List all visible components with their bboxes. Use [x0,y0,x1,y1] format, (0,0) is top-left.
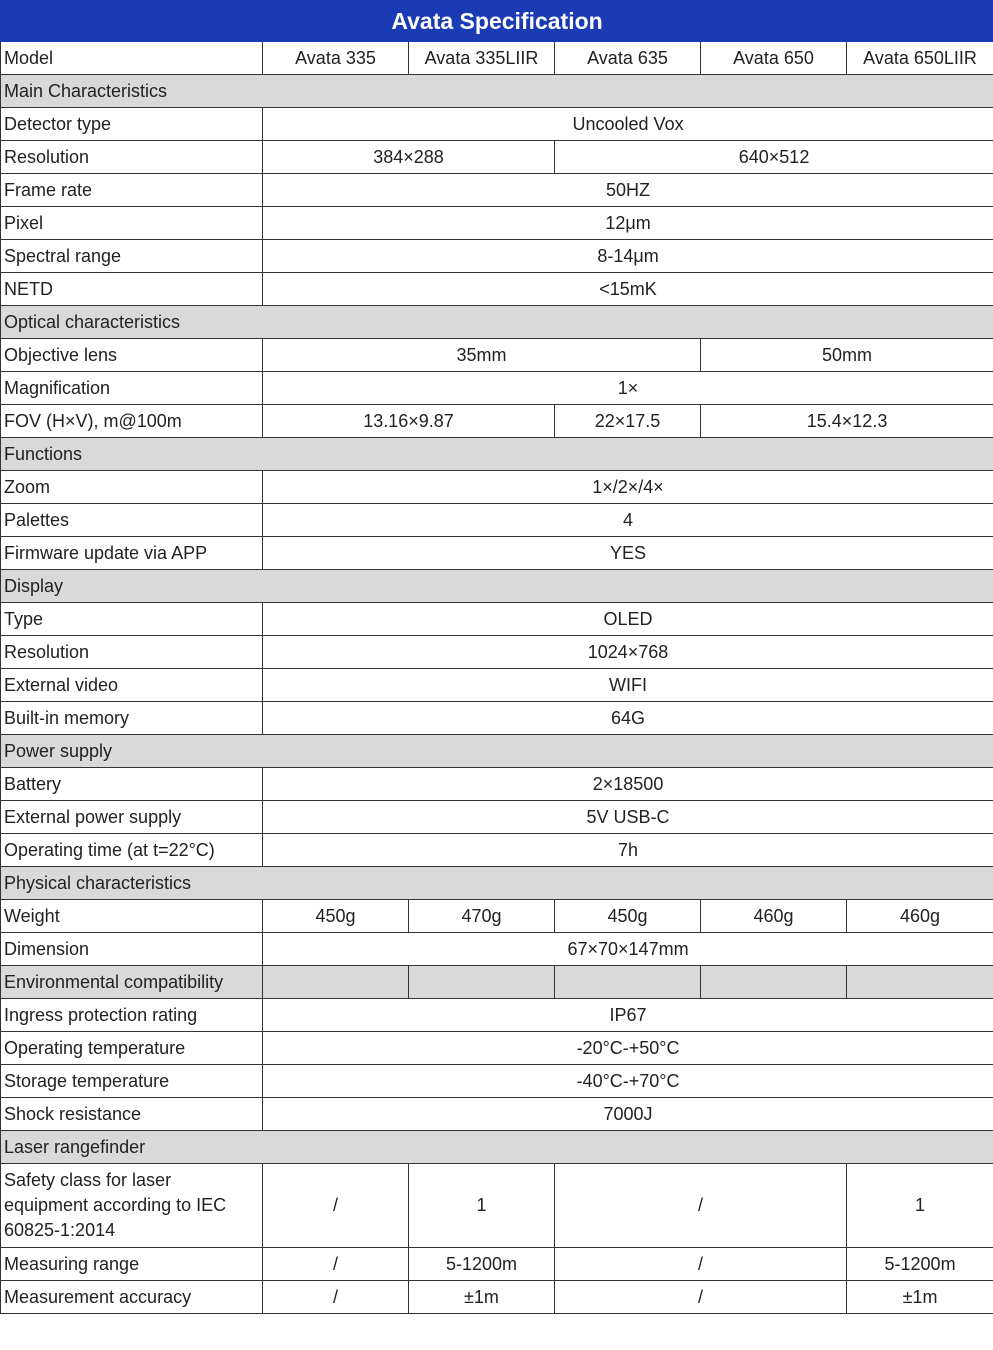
empty-cell [555,966,701,999]
table-row [1,405,993,438]
row-value: 384×288 [263,141,555,174]
empty-cell [847,966,993,999]
row-value: WIFI [263,669,993,702]
row-value: -20°C-+50°C [263,1032,993,1065]
row-value: / [555,1248,847,1281]
row-label: Built-in memory [1,702,263,735]
row-label: Magnification [1,372,263,405]
row-label: External power supply [1,801,263,834]
table-row [1,372,993,405]
table-row [1,174,993,207]
table-row [1,999,993,1032]
section-title: Power supply [1,735,993,768]
section-header [1,438,993,471]
row-label: Measurement accuracy [1,1281,263,1314]
row-value: 7000J [263,1098,993,1131]
section-title: Laser rangefinder [1,1131,993,1164]
row-label: Ingress protection rating [1,999,263,1032]
table-row [1,669,993,702]
section-title: Main Characteristics [1,75,993,108]
row-label: Frame rate [1,174,263,207]
table-row [1,768,993,801]
row-label: FOV (H×V), m@100m [1,405,263,438]
row-value: 4 [263,504,993,537]
section-title: Functions [1,438,993,471]
row-value: 450g [263,900,409,933]
row-label: Pixel [1,207,263,240]
row-label: Firmware update via APP [1,537,263,570]
table-row [1,834,993,867]
row-value: 1× [263,372,993,405]
row-value: 2×18500 [263,768,993,801]
section-title: Optical characteristics [1,306,993,339]
row-value: <15mK [263,273,993,306]
table-row [1,933,993,966]
row-label: Weight [1,900,263,933]
model-name: Avata 650LIIR [847,42,993,75]
table-row [1,1098,993,1131]
row-value: 13.16×9.87 [263,405,555,438]
row-label: Dimension [1,933,263,966]
row-value: 460g [847,900,993,933]
table-row [1,504,993,537]
section-header [1,735,993,768]
row-value: / [555,1164,847,1248]
row-value: / [263,1281,409,1314]
empty-cell [701,966,847,999]
row-value: 67×70×147mm [263,933,993,966]
row-value: 22×17.5 [555,405,701,438]
model-name: Avata 635 [555,42,701,75]
table-row [1,108,993,141]
table-row [1,240,993,273]
section-header [1,1131,993,1164]
row-label: Shock resistance [1,1098,263,1131]
row-value: 1 [847,1164,993,1248]
row-value: 64G [263,702,993,735]
row-value: 12μm [263,207,993,240]
table-row [1,207,993,240]
row-value: 50HZ [263,174,993,207]
row-value: 7h [263,834,993,867]
row-label: Operating time (at t=22°C) [1,834,263,867]
row-label: Resolution [1,141,263,174]
title-row [1,1,993,42]
section-header [1,570,993,603]
row-value: OLED [263,603,993,636]
table-row [1,1248,993,1281]
row-value: / [555,1281,847,1314]
table-row [1,1032,993,1065]
row-label: Operating temperature [1,1032,263,1065]
row-value: / [263,1164,409,1248]
table-row [1,603,993,636]
row-label: Resolution [1,636,263,669]
row-value: 5V USB-C [263,801,993,834]
row-value: 1024×768 [263,636,993,669]
row-value: 640×512 [555,141,993,174]
row-label: External video [1,669,263,702]
table-row [1,471,993,504]
table-row [1,339,993,372]
row-value: YES [263,537,993,570]
table-row [1,537,993,570]
empty-cell [263,966,409,999]
row-label: Storage temperature [1,1065,263,1098]
table-row [1,1065,993,1098]
table-row [1,702,993,735]
row-value: 1 [409,1164,555,1248]
row-label: Zoom [1,471,263,504]
empty-cell [409,966,555,999]
table-row [1,1164,993,1248]
row-label: Type [1,603,263,636]
row-label: NETD [1,273,263,306]
row-value: IP67 [263,999,993,1032]
row-value: ±1m [409,1281,555,1314]
row-value: 15.4×12.3 [701,405,993,438]
model-name: Avata 335 [263,42,409,75]
row-value: 35mm [263,339,701,372]
model-name: Avata 335LIIR [409,42,555,75]
table-title: Avata Specification [1,1,993,42]
row-value: 460g [701,900,847,933]
row-value: / [263,1248,409,1281]
row-value: Uncooled Vox [263,108,993,141]
section-title: Environmental compatibility [1,966,263,999]
row-value: -40°C-+70°C [263,1065,993,1098]
section-header [1,966,993,999]
section-title: Display [1,570,993,603]
row-label: Spectral range [1,240,263,273]
row-value: 50mm [701,339,993,372]
section-header [1,867,993,900]
table-row [1,141,993,174]
row-label: Detector type [1,108,263,141]
section-header [1,75,993,108]
model-label: Model [1,42,263,75]
row-value: 450g [555,900,701,933]
model-row [1,42,993,75]
row-value: 5-1200m [409,1248,555,1281]
table-row [1,273,993,306]
row-label: Palettes [1,504,263,537]
model-name: Avata 650 [701,42,847,75]
row-value: 8-14μm [263,240,993,273]
table-row [1,900,993,933]
row-label: Objective lens [1,339,263,372]
row-value: 470g [409,900,555,933]
row-label: Battery [1,768,263,801]
table-row [1,636,993,669]
row-label: Measuring range [1,1248,263,1281]
section-title: Physical characteristics [1,867,993,900]
table-row [1,1281,993,1314]
table-row [1,801,993,834]
section-header [1,306,993,339]
row-value: 1×/2×/4× [263,471,993,504]
row-value: ±1m [847,1281,993,1314]
row-value: 5-1200m [847,1248,993,1281]
row-label: Safety class for laser equipment according to IEC 60825-1:2014 [1,1164,263,1248]
